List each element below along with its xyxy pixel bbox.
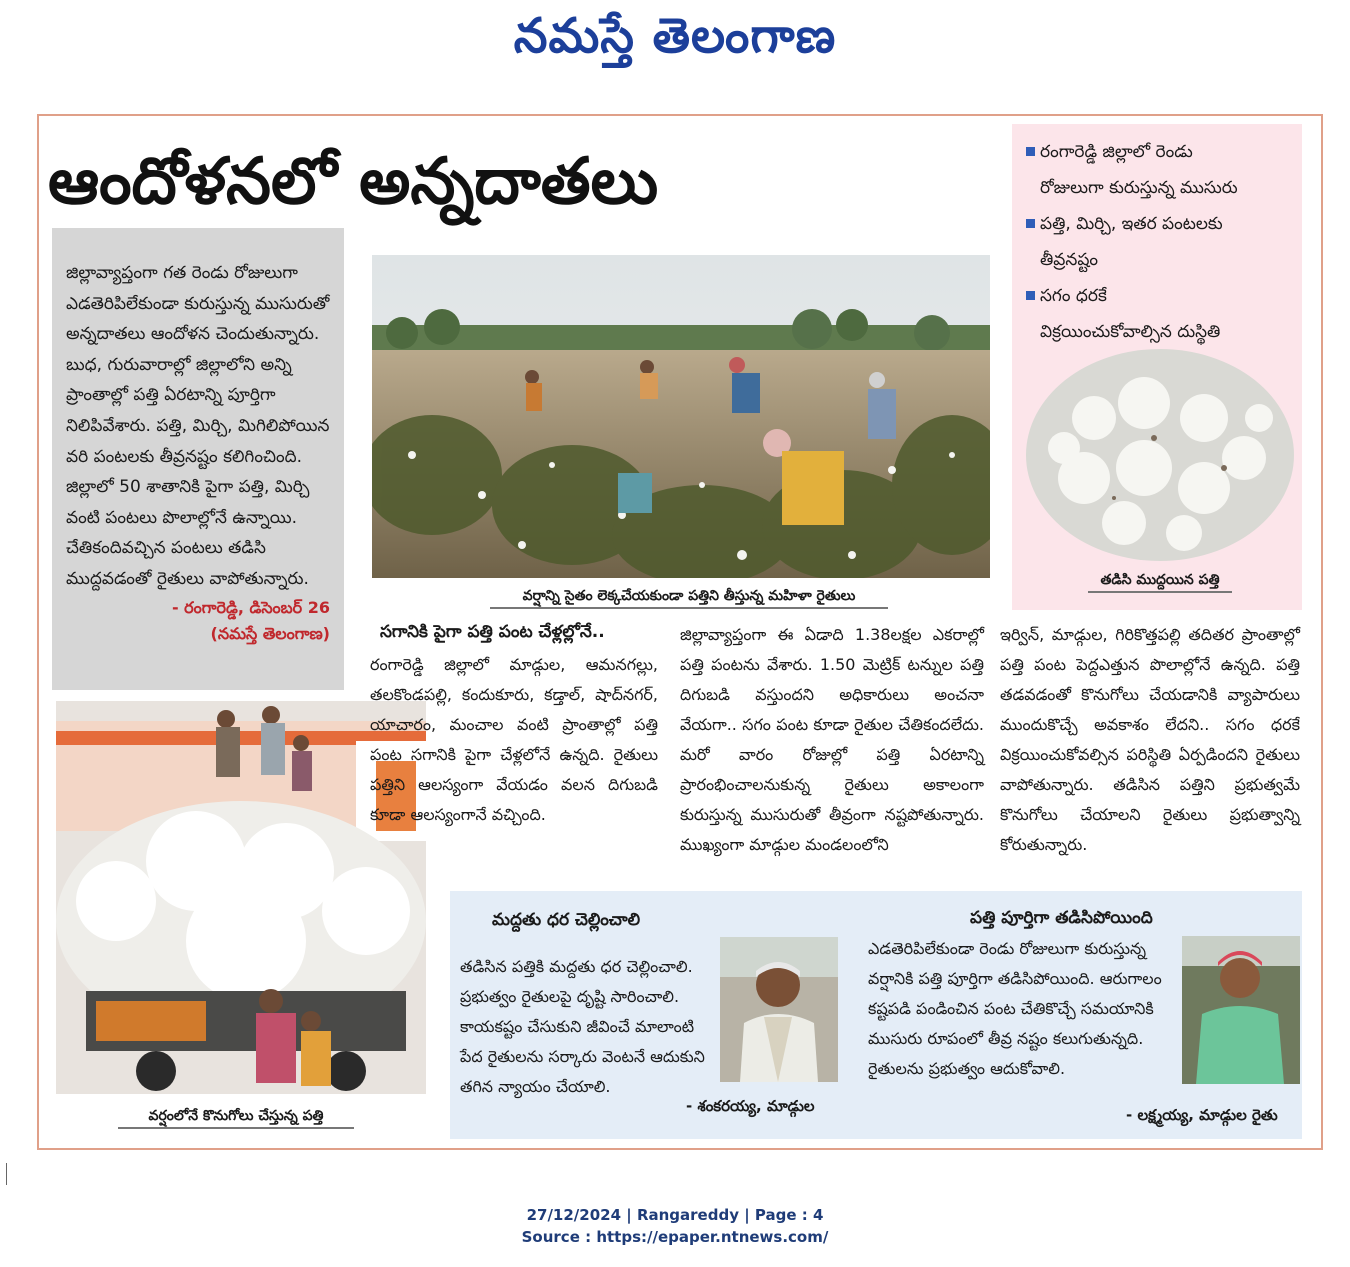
- highlight-item-1-cont: రోజులుగా కురుస్తున్న ముసురు: [1040, 178, 1238, 198]
- footer-date-edition: 27/12/2024 | Rangareddy | Page : 4: [526, 1206, 824, 1224]
- margin-mark: [6, 1163, 7, 1185]
- highlight-item-2-cont: తీవ్రనష్టం: [1040, 250, 1099, 270]
- quote-2-text: ఎడతెరిపిలేకుండా రెండు రోజులుగా కురుస్తున్న వర్షానికి పత్తి పూర్తిగా తడిసిపోయింది. ఆరుగాలం కష్టపడి పండించిన పంట చేతికొచ్చే సమయానికి ముసురు రూపంలో తీవ్ర నష్టం కలుగుతున్నది. రైతులను ప్రభుత్వం ఆదుకోవాలి.: [868, 939, 1162, 1078]
- highlight-item-3: సగం ధరకే: [1026, 278, 1296, 314]
- newspaper-masthead: నమస్తే తెలంగాణ: [513, 8, 837, 64]
- wet-cotton-photo: [1024, 348, 1296, 563]
- article-column-1: [370, 650, 658, 830]
- quote-1-attribution: - శంకరయ్య, మాడ్గుల: [686, 1097, 815, 1115]
- dateline: - రంగారెడ్డి, డిసెంబర్ 26: [171, 597, 330, 617]
- wet-cotton-caption: తడిసి ముద్దయిన పత్తి: [1088, 572, 1232, 593]
- highlight-item-2: పత్తి, మిర్చి, ఇతర పంటలకు: [1026, 206, 1296, 242]
- article-column-2: [680, 620, 984, 860]
- quote-1-title: మద్దతు ధర చెల్లించాలి: [492, 910, 641, 930]
- footer-source: Source : https://epaper.ntnews.com/: [521, 1228, 829, 1246]
- farmer-shankaraiah-photo: [720, 937, 838, 1082]
- field-photo-caption: వర్షాన్ని సైతం లెక్కచేయకుండా పత్తిని తీస్తున్న మహిళా రైతులు: [490, 588, 888, 609]
- dateline-source: (నమస్తే తెలంగాణ): [210, 623, 330, 643]
- article-column-1-text: రంగారెడ్డి జిల్లాలో మాడ్గుల, ఆమనగల్లు, తలకొండపల్లి, కందుకూరు, కడ్తాల్, షాద్‌నగర్, యాచారం, మంచాల వంటి ప్రాంతాల్లో పత్తి పంట సగానికి పైగా చేళ్లలోనే ఉన్నది. రైతులు పత్తిని ఆలస్యంగా వేయడం వలన దిగుబడి కూడా ఆలస్యంగానే వచ్చింది.: [370, 655, 658, 824]
- article-column-3-text: ఇర్విన్, మాడ్గుల, గిరికొత్తపల్లి తదితర ప్రాంతాల్లో పత్తి పంట పెద్దఎత్తున పొలాల్లోనే ఉన్నది. పత్తి తడవడంతో కొనుగోలు చేయడానికి వ్యాపారులు ముందుకొచ్చే అవకాశం లేదని.. సగం ధరకే విక్రయించుకోవల్సిన పరిస్థితి ఏర్పడిందని రైతులు వాపోతున్నారు. తడిసిన పత్తిని ప్రభుత్వమే కొనుగోలు చేయాలని రైతులు ప్రభుత్వాన్ని కోరుతున్నారు.: [1000, 625, 1300, 854]
- quote-1: [460, 952, 710, 1102]
- highlights-list: [1026, 134, 1296, 350]
- article-headline: ఆందోళనలో అన్నదాతలు: [48, 145, 659, 219]
- highlight-item-1: రంగారెడ్డి జిల్లాలో రెండు: [1026, 134, 1296, 170]
- article-subhead: సగానికి పైగా పత్తి పంట చేళ్లల్లోనే..: [380, 622, 605, 642]
- article-column-3: [1000, 620, 1300, 860]
- farmer-lakshmaiah-photo: [1182, 936, 1300, 1084]
- cotton-truck-caption: వర్షంలోనే కొనుగోలు చేస్తున్న పత్తి: [118, 1108, 354, 1129]
- highlight-item-3-cont: విక్రయించుకోవాల్సిన దుస్థితి: [1040, 322, 1221, 342]
- article-column-2-text: జిల్లావ్యాప్తంగా ఈ ఏడాది 1.38లక్షల ఎకరాల్లో పత్తి పంటను వేశారు. 1.50 మెట్రిక్ టన్నుల పత్తి దిగుబడి వస్తుందని అధికారులు అంచనా వేయగా.. సగం పంట కూడా రైతుల చేతికందలేదు. మరో వారం రోజుల్లో పత్తి ఏరటాన్ని ప్రారంభించాలనుకున్న రైతులు అకాలంగా కురుస్తున్న ముసురుతో తీవ్రంగా నష్టపోతున్నారు. ముఖ్యంగా మాడ్గుల మండలంలోని: [680, 625, 984, 854]
- intro-text: జిల్లావ్యాప్తంగా గత రెండు రోజులుగా ఎడతెరిపిలేకుండా కురుస్తున్న ముసురుతో అన్నదాతలు ఆందోళన చెందుతున్నారు. బుధ, గురువారాల్లో జిల్లాలోని అన్ని ప్రాంతాల్లో పత్తి ఏరటాన్ని పూర్తిగా నిలిపివేశారు. పత్తి, మిర్చి, మిగిలిపోయిన వరి పంటలకు తీవ్రనష్టం కలిగించింది. జిల్లాలో 50 శాతానికి పైగా పత్తి, మిర్చి వంటి పంటలు పొలాల్లోనే ఉన్నాయి. చేతికందివచ్చిన పంటలు తడిసి ముద్దవడంతో రైతులు వాపోతున్నారు.: [66, 263, 330, 589]
- quote-2-attribution: - లక్ష్మయ్య, మాడ్గుల రైతు: [1126, 1106, 1278, 1124]
- field-photo: [372, 255, 990, 578]
- quote-1-text: తడిసిన పత్తికి మద్దతు ధర చెల్లించాలి. ప్రభుత్వం రైతులపై దృష్టి సారించాలి. కాయకష్టం చేసుకుని జీవించే మాలాంటి పేద రైతులను సర్కారు వెంటనే ఆదుకుని తగిన న్యాయం చేయాలి.: [460, 957, 705, 1096]
- intro-box: [52, 228, 344, 690]
- page-footer: [0, 1204, 1350, 1248]
- quote-2-title: పత్తి పూర్తిగా తడిసిపోయింది: [970, 908, 1153, 928]
- quote-2: [868, 934, 1168, 1084]
